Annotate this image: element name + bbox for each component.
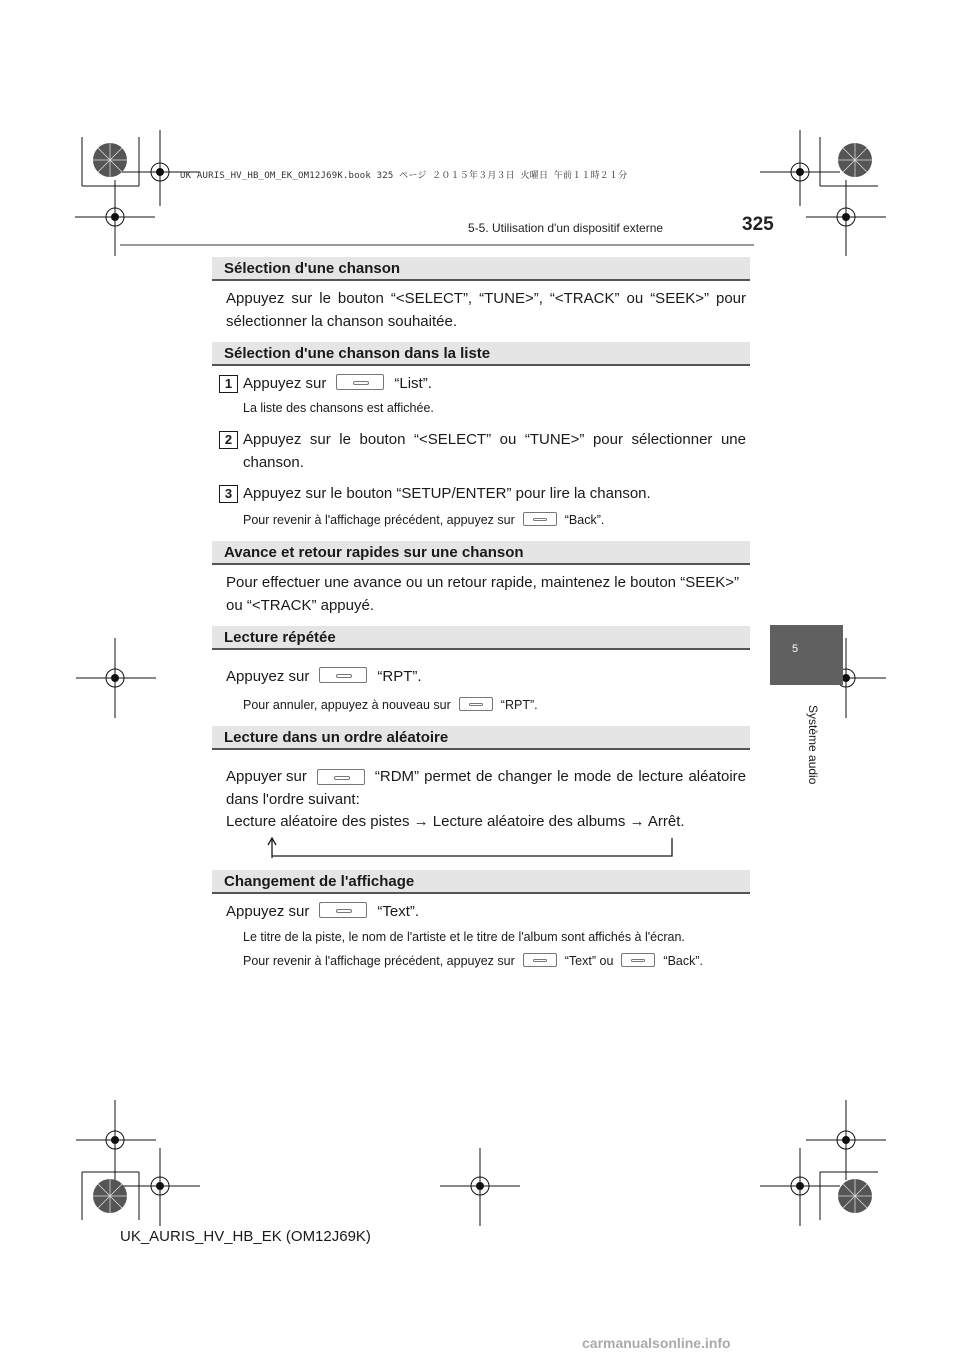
heading-text: Lecture dans un ordre aléatoire [224, 729, 449, 746]
note-part: “Text” ou [564, 954, 614, 968]
section-title: 5-5. Utilisation d'un dispositif externe [468, 221, 664, 235]
note-part: Pour annuler, appuyez à nouveau sur [243, 698, 451, 712]
heading-display [212, 870, 750, 894]
chapter-label [770, 705, 843, 805]
screen-button-icon [621, 953, 655, 967]
note-part: “Back”. [663, 954, 703, 968]
note-part: Pour revenir à l'affichage précédent, appuyez sur [243, 954, 515, 968]
chapter-tab [770, 625, 843, 685]
heading-text: Sélection d'une chanson dans la liste [224, 345, 491, 362]
heading-fast-forward [212, 541, 750, 565]
screen-button-icon [459, 697, 493, 711]
step-note: Le titre de la piste, le nom de l'artiste et le titre de l'album sont affichés à l'écran. [243, 930, 685, 944]
paragraph-line [226, 665, 422, 688]
text-part: “RPT”. [377, 668, 422, 685]
text-part: Appuyez sur [226, 903, 310, 920]
text-part: “Text”. [377, 903, 420, 920]
footer-model-code: UK_AURIS_HV_HB_EK (OM12J69K) [120, 1228, 371, 1245]
heading-repeat [212, 626, 750, 650]
heading-text: Lecture répétée [224, 629, 336, 646]
text-part: “RDM” permet de changer le mode de lecture aléatoire [374, 768, 746, 785]
paragraph-line [226, 765, 746, 788]
step-note [243, 512, 604, 527]
step-number: 2 [219, 431, 238, 449]
screen-button-icon [317, 769, 365, 785]
step-text-part: “List”. [394, 375, 432, 392]
note-part: “Back”. [564, 513, 605, 527]
heading-text: Sélection d'une chanson [224, 260, 401, 277]
step-number: 1 [219, 375, 238, 393]
step-text: Appuyez sur le bouton “<SELECT” ou “TUNE>” pour sélectionner une [243, 431, 746, 448]
step-text: Appuyez sur le bouton “SETUP/ENTER” pour lire la chanson. [243, 485, 651, 502]
screen-button-icon [336, 374, 384, 390]
heading-text: Changement de l'affichage [224, 873, 415, 890]
heading-random [212, 726, 750, 750]
page-number: 325 [742, 214, 774, 235]
step-text-part: Appuyez sur [243, 375, 327, 392]
paragraph-line: ou “<TRACK” appuyé. [226, 597, 374, 614]
step-text [243, 372, 432, 395]
screen-button-icon [523, 953, 557, 967]
heading-song-selection [212, 257, 750, 281]
text-part: Appuyer sur [226, 768, 307, 785]
paragraph-line: dans l'ordre suivant: [226, 791, 360, 808]
screen-button-icon [319, 902, 367, 918]
header-divider [120, 244, 754, 246]
step-text: chanson. [243, 454, 304, 471]
note-part: Pour revenir à l'affichage précédent, appuyez sur [243, 513, 515, 527]
step-note [243, 953, 703, 968]
paragraph-line: Appuyez sur le bouton “<SELECT”, “TUNE>”, “<TRACK” ou “SEEK>” pour [226, 290, 746, 307]
paragraph-line: Lecture aléatoire des pistes → Lecture aléatoire des albums → Arrêt. [226, 813, 685, 830]
heading-text: Avance et retour rapides sur une chanson [224, 544, 524, 561]
chapter-label-text: Système audio [806, 705, 820, 785]
chapter-number: 5 [792, 643, 799, 655]
paragraph-line [226, 900, 419, 923]
screen-button-icon [523, 512, 557, 526]
paragraph-line: sélectionner la chanson souhaitée. [226, 313, 457, 330]
note-part: “RPT”. [500, 698, 538, 712]
heading-song-list [212, 342, 750, 366]
book-file-header: UK AURIS_HV_HB_OM_EK_OM12J69K.book 325 ページ ２０１５年３月３日 火曜日 午前１１時２１分 [180, 171, 628, 181]
text-part: Appuyez sur [226, 668, 310, 685]
watermark: carmanualsonline.info [582, 1335, 731, 1351]
step-note: La liste des chansons est affichée. [243, 401, 434, 415]
step-note [243, 697, 538, 712]
step-number: 3 [219, 485, 238, 503]
paragraph-line: Pour effectuer une avance ou un retour rapide, maintenez le bouton “SEEK>” [226, 574, 739, 591]
screen-button-icon [319, 667, 367, 683]
cycle-return-arrow [262, 836, 682, 860]
